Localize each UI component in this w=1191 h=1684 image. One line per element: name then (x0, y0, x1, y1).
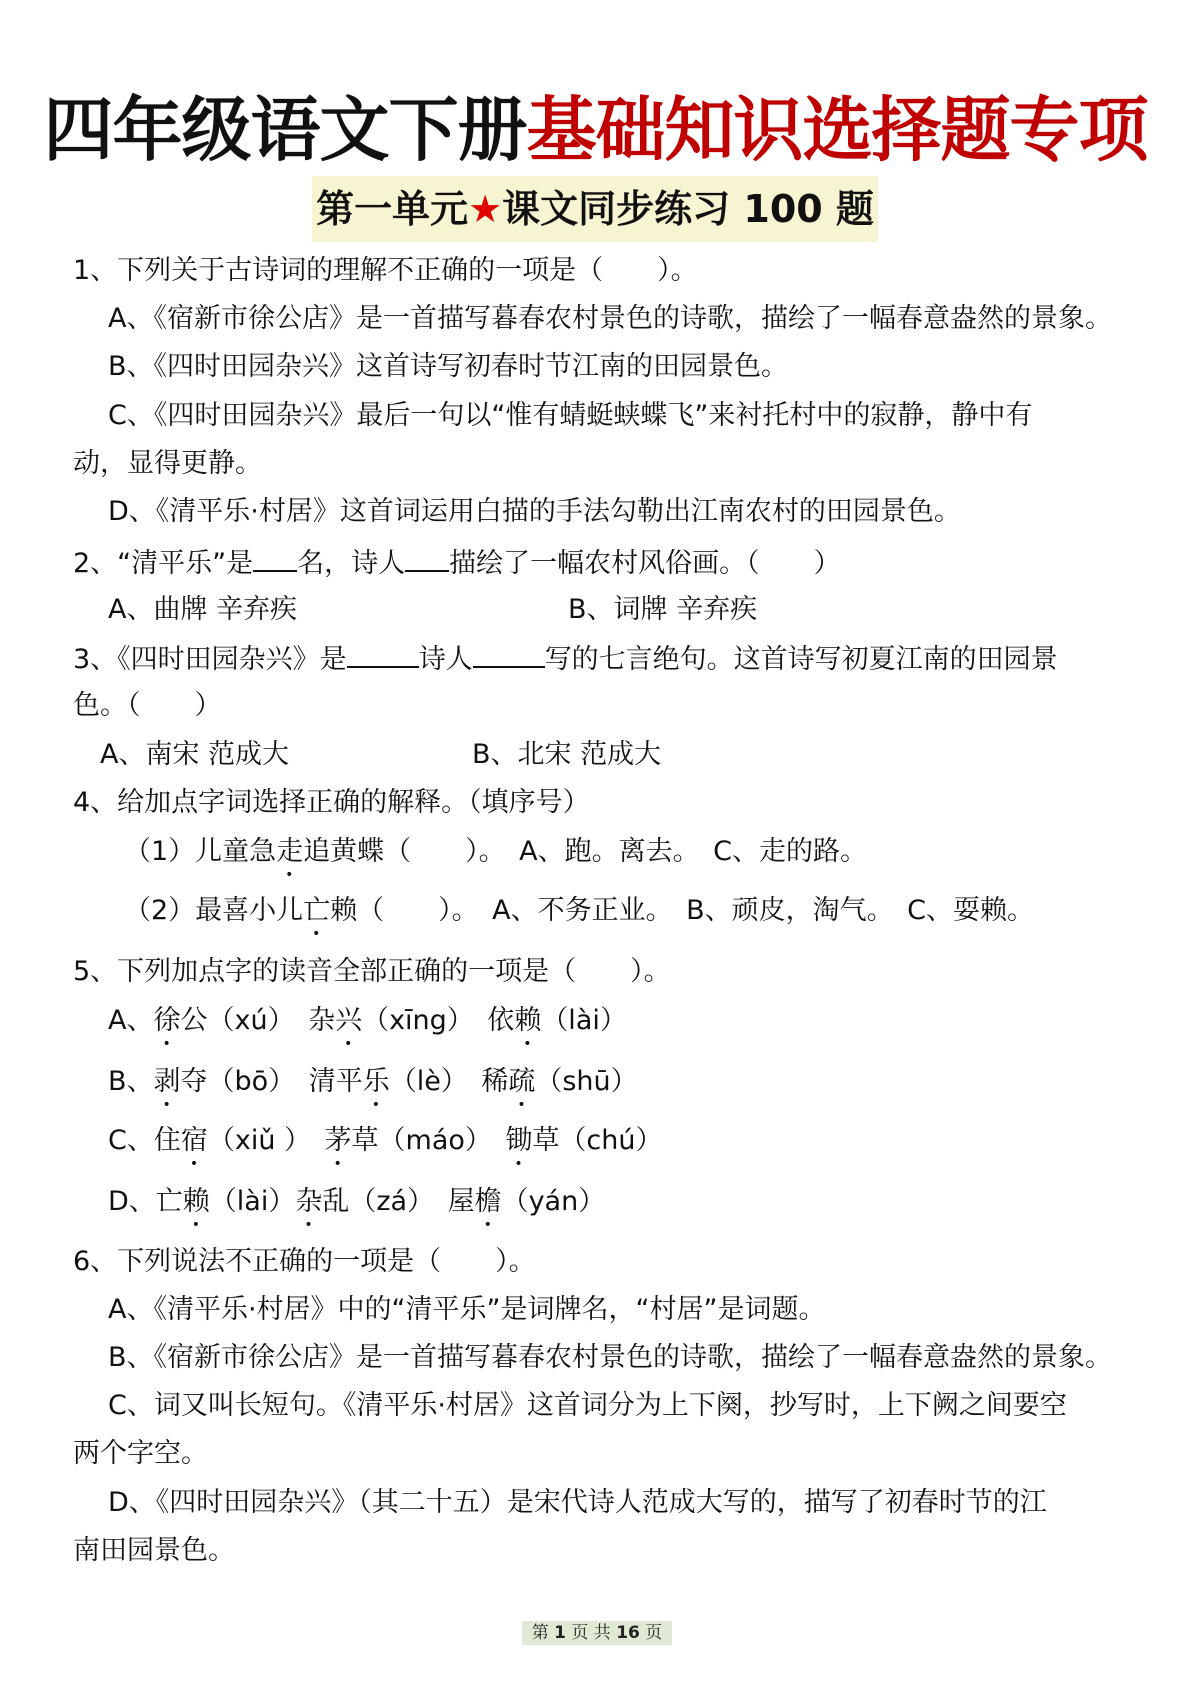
line-text: C、《四时田园杂兴》最后一句以“惟有蜻蜓蛱蝶飞”来衬托村中的寂静，静中有 (108, 400, 1033, 431)
line-text: B、北宋 范成大 (472, 739, 662, 770)
line-text: B、《四时田园杂兴》这首诗写初春时节江南的田园景色。 (108, 351, 789, 382)
text-line (108, 398, 1032, 434)
text-line (568, 592, 757, 628)
emphasized-char: 赖 (182, 1186, 210, 1217)
text-line (108, 1003, 627, 1052)
line-text: 1、下列关于古诗词的理解不正确的一项是（ ）。 (73, 255, 698, 286)
line-text: A、《宿新市徐公店》是一首描写暮春农村景色的诗歌，描绘了一幅春意盎然的景象。 (108, 303, 1112, 334)
text-line (108, 592, 297, 628)
line-text: D、《清平乐·村居》这首词运用白描的手法勾勒出江南农村的田园景色。 (108, 496, 961, 527)
line-text: C、住 (108, 1125, 181, 1156)
emphasized-char: 乐 (362, 1066, 390, 1097)
emphasized-char: 茅 (324, 1125, 352, 1156)
line-text: A、南宋 范成大 (100, 739, 290, 770)
emphasized-char: 徐 (153, 1005, 181, 1036)
emphasized-char: 赖 (514, 1005, 542, 1036)
text-line (73, 1436, 208, 1472)
line-text: 乱（zá） 屋 (322, 1186, 475, 1217)
answer-blank (405, 544, 449, 572)
text-line (73, 1244, 536, 1280)
text-line (73, 785, 590, 821)
emphasized-char: 锄 (505, 1125, 533, 1156)
text-line (73, 1533, 235, 1569)
line-text: 名，诗人 (297, 548, 406, 579)
text-line (73, 253, 698, 289)
line-text: 草（chú） (532, 1125, 663, 1156)
line-text: 6、下列说法不正确的一项是（ ）。 (73, 1246, 536, 1277)
answer-blank (347, 640, 419, 668)
line-text: A、曲牌 辛弃疾 (108, 594, 298, 625)
emphasized-char: 剥 (153, 1066, 181, 1097)
line-text: 两个字空。 (73, 1438, 208, 1469)
footer-text: 第 (531, 1623, 549, 1643)
line-text: B、《宿新市徐公店》是一首描写暮春农村景色的诗歌，描绘了一幅春意盎然的景象。 (108, 1342, 1113, 1373)
line-text: （shū） (535, 1066, 638, 1097)
subtitle (312, 176, 878, 242)
line-text: （yán） (501, 1186, 606, 1217)
page-title (0, 89, 1191, 171)
line-text: （xiǔ ） (207, 1125, 325, 1156)
emphasized-char: 兴 (335, 1005, 363, 1036)
text-line (108, 1123, 663, 1172)
line-text: 3、《四时田园杂兴》是 (73, 644, 347, 675)
line-text: B、 (108, 1066, 154, 1097)
line-text: 4、给加点字词选择正确的解释。（填序号） (73, 787, 590, 818)
emphasized-char: 杂 (295, 1186, 323, 1217)
page-footer (522, 1621, 672, 1645)
line-text: 写的七言绝句。这首诗写初夏江南的田园景 (544, 644, 1058, 675)
line-text: （xīng） 依 (362, 1005, 515, 1036)
emphasized-char: 亡 (303, 895, 331, 926)
line-text: （lè） 稀 (389, 1066, 509, 1097)
line-text: （2）最喜小儿 (124, 895, 304, 926)
answer-blank (473, 640, 545, 668)
line-text: 色。（ ） (73, 690, 222, 721)
line-text: （1）儿童急 (124, 836, 277, 867)
text-line (108, 349, 788, 385)
title-red: 基础知识选择题专项 (526, 89, 1148, 171)
subtitle-unit: 第一单元 (316, 187, 469, 231)
line-text: 动，显得更静。 (73, 448, 262, 479)
line-text: 描绘了一幅农村风俗画。（ ） (449, 548, 841, 579)
footer-text: 页 (645, 1623, 663, 1643)
line-text: B、词牌 辛弃疾 (568, 594, 758, 625)
text-line (73, 640, 1058, 678)
emphasized-char: 疏 (508, 1066, 536, 1097)
text-line (108, 494, 961, 530)
line-text: 诗人 (418, 644, 473, 675)
emphasized-char: 走 (276, 836, 304, 867)
text-line (124, 893, 1034, 942)
text-line (108, 1388, 1067, 1424)
line-text: 5、下列加点字的读音全部正确的一项是（ ）。 (73, 956, 671, 987)
total-pages: 16 (616, 1623, 640, 1643)
text-line (124, 834, 867, 883)
line-text: 夺（bō） 清平 (180, 1066, 363, 1097)
text-line (108, 1485, 1047, 1521)
text-line (108, 1340, 1112, 1376)
line-text: D、亡 (108, 1186, 183, 1217)
text-line (108, 301, 1112, 337)
text-line (73, 446, 262, 482)
text-line (108, 1292, 826, 1328)
text-line (73, 544, 841, 582)
text-line (73, 688, 222, 724)
footer-text: 页 共 (571, 1623, 611, 1643)
line-text: 南田园景色。 (73, 1535, 235, 1566)
line-text: C、词又叫长短句。《清平乐·村居》这首词分为上下阕，抄写时，上下阙之间要空 (108, 1390, 1067, 1421)
emphasized-char: 檐 (474, 1186, 502, 1217)
text-line (100, 737, 289, 773)
line-text: 赖（ ）。 A、不务正业。 B、顽皮，淘气。 C、耍赖。 (330, 895, 1035, 926)
answer-blank (253, 544, 297, 572)
line-text: 草（máo） (351, 1125, 506, 1156)
line-text: （lài） (541, 1005, 627, 1036)
text-line (108, 1184, 605, 1233)
subtitle-text: 课文同步练习 100 题 (502, 187, 874, 231)
line-text: A、 (108, 1005, 154, 1036)
line-text: （lài） (209, 1186, 296, 1217)
emphasized-char: 宿 (180, 1125, 208, 1156)
page-number: 1 (554, 1623, 566, 1643)
text-line (472, 737, 661, 773)
line-text: A、《清平乐·村居》中的“清平乐”是词牌名，“村居”是词题。 (108, 1294, 826, 1325)
text-line (73, 954, 671, 990)
line-text: D、《四时田园杂兴》（其二十五）是宋代诗人范成大写的，描写了初春时节的江 (108, 1487, 1047, 1518)
line-text: 2、“清平乐”是 (73, 548, 254, 579)
title-black: 四年级语文下册 (43, 89, 527, 171)
text-line (108, 1064, 638, 1113)
line-text: 追黄蝶（ ）。 A、跑。离去。 C、走的路。 (303, 836, 868, 867)
star-icon: ★ (468, 187, 503, 231)
line-text: 公（xú） 杂 (180, 1005, 336, 1036)
